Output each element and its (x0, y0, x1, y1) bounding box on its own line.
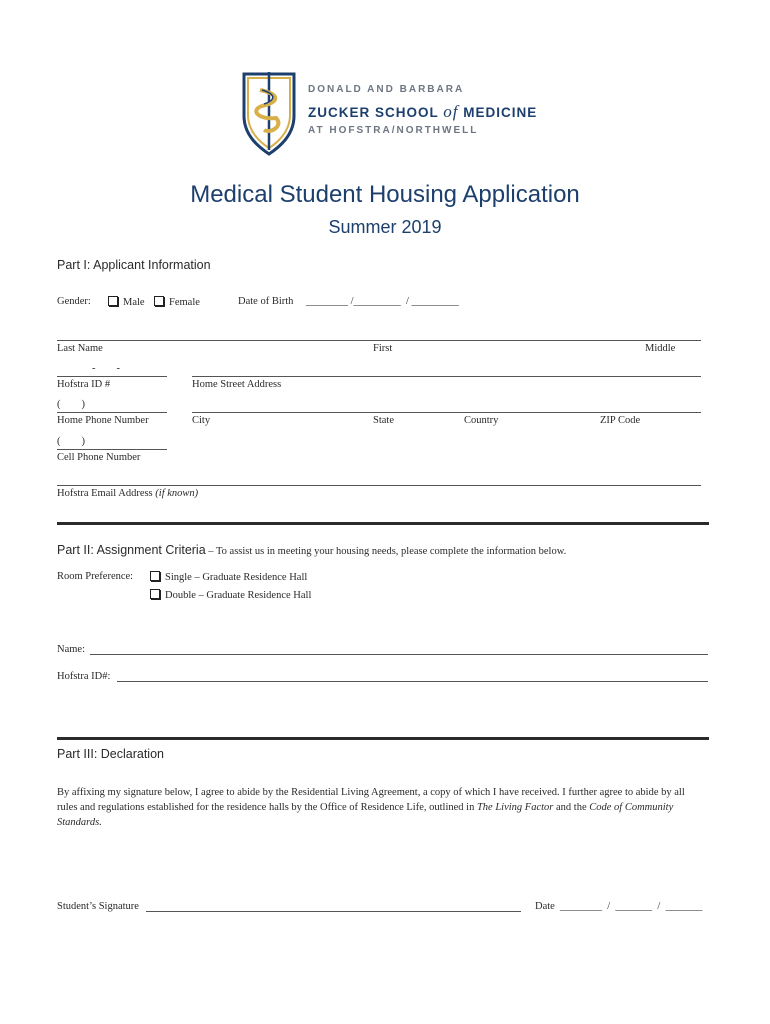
hofstra-id-line[interactable] (57, 376, 167, 377)
email-line[interactable] (57, 485, 701, 486)
section-divider-2 (57, 737, 709, 740)
declaration-part-1: By affixing my signature below, I agree to abide by the Residential Living Agreement, a copy of which I have received. I further agree to abide by all rules and regulations established for the residence halls by the Office of Residence Life, outlined in (57, 787, 685, 813)
logo-zucker: ZUCKER SCHOOL (308, 105, 439, 120)
page-subtitle: Summer 2019 (328, 217, 442, 237)
logo-line-2 (308, 102, 537, 122)
single-option[interactable] (150, 571, 307, 583)
school-logo (240, 68, 540, 158)
first-name-label: First (373, 343, 393, 354)
room-pref-label: Room Preference: (57, 571, 134, 582)
single-checkbox[interactable] (150, 571, 160, 581)
hofstra-id-label: Hofstra ID # (57, 379, 111, 390)
gender-label: Gender: (57, 296, 91, 307)
cell-phone-line[interactable] (57, 449, 167, 450)
email-label-row (57, 488, 198, 499)
male-label: Male (123, 297, 145, 308)
signature-label: Student’s Signature (57, 901, 139, 912)
city-label: City (192, 415, 211, 426)
declaration-text (57, 785, 707, 830)
part2-heading: Part II: Assignment Criteria (57, 543, 206, 557)
living-factor: The Living Factor (476, 802, 554, 813)
logo-of: of (443, 102, 459, 121)
shield-caduceus-icon (240, 68, 298, 156)
home-phone-label: Home Phone Number (57, 415, 149, 426)
section-divider-1 (57, 522, 709, 525)
state-label: State (373, 415, 394, 426)
home-street-label: Home Street Address (192, 379, 282, 390)
dob-field[interactable]: ________ /_________ / _________ (306, 296, 459, 307)
cell-phone-label: Cell Phone Number (57, 452, 141, 463)
home-phone-paren: ( ) (57, 399, 85, 410)
country-label: Country (464, 415, 499, 426)
cell-phone-paren: ( ) (57, 436, 85, 447)
name-label: Name: (57, 644, 85, 655)
part1-heading: Part I: Applicant Information (57, 258, 211, 272)
id-dashes: - - (92, 363, 120, 374)
double-label: Double – Graduate Residence Hall (165, 590, 312, 601)
part3-heading: Part III: Declaration (57, 747, 164, 761)
name-input-line[interactable] (90, 654, 708, 655)
logo-medicine: MEDICINE (463, 105, 538, 120)
logo-line-3: AT HOFSTRA/NORTHWELL (308, 125, 479, 136)
male-checkbox[interactable] (108, 296, 118, 306)
city-state-line[interactable] (192, 412, 701, 413)
female-checkbox[interactable] (154, 296, 164, 306)
single-label: Single – Graduate Residence Hall (165, 572, 308, 583)
id-label: Hofstra ID#: (57, 671, 111, 682)
logo-line-1: DONALD AND BARBARA (308, 84, 465, 95)
double-option[interactable] (150, 589, 311, 601)
email-label: Hofstra Email Address (57, 488, 153, 499)
email-note: (if known) (155, 488, 199, 499)
dob-label: Date of Birth (238, 296, 294, 307)
home-phone-line[interactable] (57, 412, 167, 413)
double-checkbox[interactable] (150, 589, 160, 599)
signature-line[interactable] (146, 911, 521, 912)
date-field[interactable]: ________ / _______ / _______ (560, 901, 703, 912)
gender-female-option[interactable] (154, 296, 200, 308)
home-street-line[interactable] (192, 376, 701, 377)
code-of-standards: Code of Community Standards. (57, 802, 674, 828)
gender-male-option[interactable] (108, 296, 145, 308)
id-input-line[interactable] (117, 681, 708, 682)
date-label: Date (535, 901, 555, 912)
female-label: Female (169, 297, 200, 308)
name-line[interactable] (57, 340, 701, 341)
part2-intro: – To assist us in meeting your housing needs, please complete the information below. (205, 546, 567, 557)
last-name-label: Last Name (57, 343, 103, 354)
middle-name-label: Middle (645, 343, 676, 354)
declaration-part-2: and the (553, 802, 590, 813)
page-title: Medical Student Housing Application (190, 181, 580, 208)
zip-label: ZIP Code (600, 415, 641, 426)
part2-heading-row (57, 541, 566, 559)
